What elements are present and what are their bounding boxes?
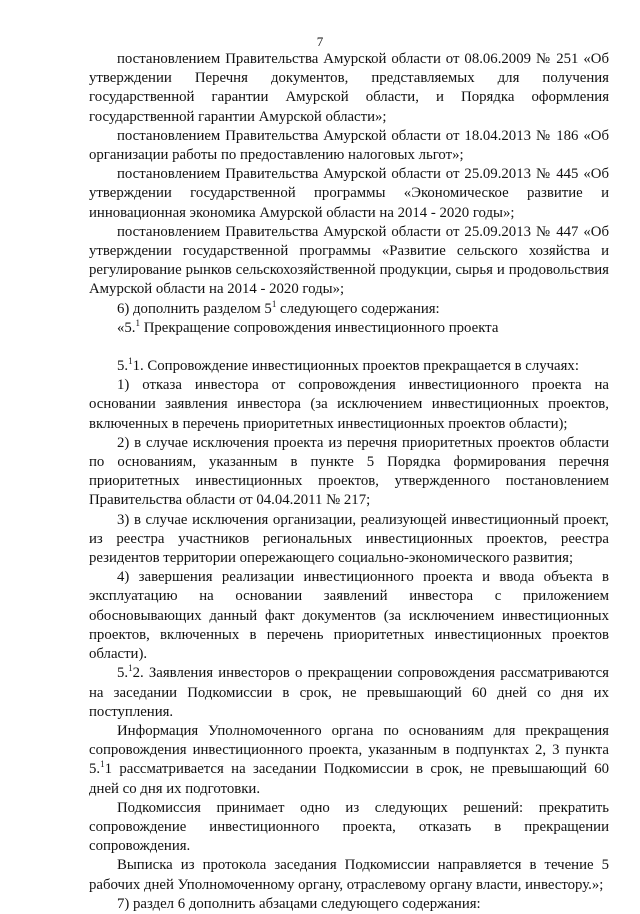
paragraph-information: Информация Уполномоченного органа по основаниям для прекращения сопровождения инвестиционного проекта, указанным в подпунктах 2, 3 пункта 5.$^1$1 рассматривается на заседании Подкомиссии в срок, не превышающий 60 дней со дня их подготовки. (89, 722, 609, 797)
paragraph-resolution-186: постановлением Правительства Амурской области от 18.04.2013 № 186 «Об организации работы по предоставлению налоговых льгот»; (89, 127, 609, 164)
list-item-4: 4) завершения реализации инвестиционного проекта и ввода объекта в эксплуатацию на основании заявлений инвестора с приложением обосновывающих данный факт документов (за исключением инвестиционных проектов, включенных в перечень приоритетных инвестиционных проектов области). (89, 569, 609, 663)
paragraph-resolution-445: постановлением Правительства Амурской области от 25.09.2013 № 445 «Об утверждении государственной программы «Экономическое развитие и инновационная экономика Амурской области на 2014 - 2020 годы»; (89, 166, 609, 221)
list-item-1: 1) отказа инвестора от сопровождения инвестиционного проекта на основании заявления инвестора (за исключением инвестиционных проектов, включенных в перечень приоритетных инвестиционных проектов области); (89, 377, 609, 432)
paragraph-resolution-447: постановлением Правительства Амурской области от 25.09.2013 № 447 «Об утверждении государственной программы «Развитие сельского хозяйства и регулирование рынков сельскохозяйственной продукции, сырья и продовольствия Амурской области на 2014 - 2020 годы»; (89, 223, 609, 298)
clause-5-1-1: 5.$^1$1. Сопровождение инвестиционных проектов прекращается в случаях: (117, 356, 579, 375)
page-number: 7 (316, 34, 324, 49)
list-item-2: 2) в случае исключения проекта из перечня приоритетных проектов области по основаниям, указанным в пункте 5 Порядка формирования перечня приоритетных инвестиционных проектов, утвержденного постановлением Правительства области от 04.04.2011 № 217; (89, 434, 609, 509)
item-7: 7) раздел 6 дополнить абзацами следующего содержания: (117, 895, 481, 912)
paragraph-extract: Выписка из протокола заседания Подкомиссии направляется в течение 5 рабочих дней Уполномоченному органу, отраслевому органу власти, инвестору.»; (89, 857, 609, 893)
section-heading: «5.$^1$ Прекращение сопровождения инвестиционного проекта (117, 317, 499, 336)
paragraph-resolution-251: постановлением Правительства Амурской области от 08.06.2009 № 251 «Об утверждении Перечня документов, представляемых для получения государственной гарантии Амурской области, и Порядка оформления государственной гарантии Амурской области»; (89, 51, 609, 125)
document-body (89, 50, 609, 914)
list-item-3: 3) в случае исключения организации, реализующей инвестиционный проект, из реестра участников региональных инвестиционных проектов, реестра резидентов территории опережающего социально-экономического развития; (89, 511, 609, 567)
clause-5-1-2: 5.$^1$2. Заявления инвесторов о прекращении сопровождения рассматриваются на заседании Подкомиссии в срок, не превышающий 60 дней со дня их поступления. (89, 663, 609, 720)
item-6: 6) дополнить разделом $5^1$ следующего содержания: (117, 298, 440, 317)
paragraph-decisions: Подкомиссия принимает одно из следующих решений: прекратить сопровождение инвестиционного проекта, отказать в прекращении сопровождения. (89, 799, 609, 855)
